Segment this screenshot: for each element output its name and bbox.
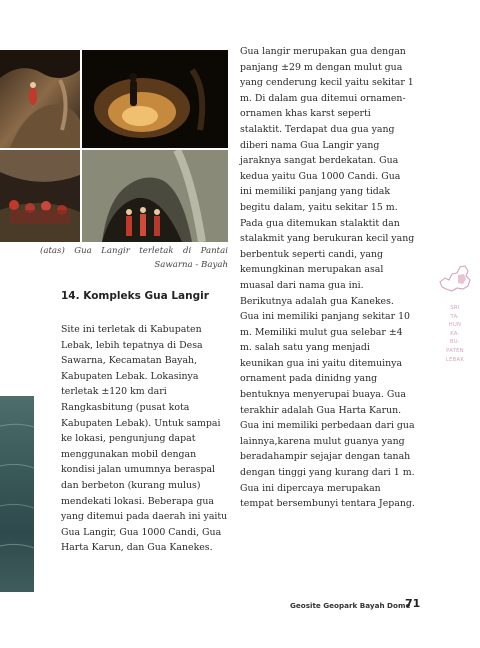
- footer-book-title: Geosite Geopark Bayah Dome: [290, 601, 411, 610]
- side-label-line: PATEN: [446, 347, 464, 354]
- cave-photo-top-right: [82, 50, 228, 148]
- sea-photo-strip: [0, 396, 34, 592]
- photo-caption: (atas) Gua Langir terletak di Pantai Sawarna - Bayah: [40, 246, 228, 270]
- page-number: 71: [405, 597, 421, 610]
- side-label-line: BU-: [449, 339, 461, 346]
- side-label-line: LEBAK: [445, 356, 465, 363]
- region-map-icon: [437, 262, 473, 296]
- side-label-line: KA-: [450, 330, 460, 337]
- cave-photo-bottom-right: [82, 150, 228, 242]
- cave-photo-top-left: [0, 50, 80, 148]
- regency-side-label: [442, 304, 468, 364]
- section-heading: 14. Kompleks Gua Langir: [61, 290, 209, 302]
- cave-photo-collage: [0, 50, 228, 242]
- cave-photo-bottom-left: [0, 150, 80, 242]
- side-label-line: SRI: [450, 305, 460, 311]
- body-text-left: Site ini terletak di Kabupaten Lebak, lebih tepatnya di Desa Sawarna, Kecamatan Bayah, Kabupaten Lebak. Lokasinya terletak ±120 km dari Rangkasbitung (pusat kota Kabupaten Lebak). Untuk sampai ke lokasi, pengunjung dapat menggunakan mobil dengan kondisi jalan umumnya beraspal dan berbeton (kurang mulus) mendekati lokasi. Beberapa gua yang ditemui pada daerah ini yaitu Gua Langir, Gua 1000 Candi, Gua Harta Karun, dan Gua Kanekes.: [61, 324, 228, 554]
- side-label-line: TA-: [450, 313, 460, 320]
- side-label-line: HUN: [448, 322, 462, 329]
- body-text-right: Gua langir merupakan gua dengan panjang ±29 m dengan mulut gua yang cenderung kecil yaitu sekitar 1 m. Di dalam gua ditemui ornamen-ornamen khas karst seperti stalaktit. Terdapat dua gua yang diberi nama Gua Langir yang jaraknya sangat berdekatan. Gua kedua yaitu Gua 1000 Candi. Gua ini memiliki panjang yang tidak begitu dalam, yaitu sekitar 15 m. Pada gua ditemukan stalaktit dan stalakmit yang berukuran kecil yang berbentuk seperti candi, yang kemungkinan merupakan asal muasal dari nama gua ini. Berikutnya adalah gua Kanekes. Gua ini memiliki panjang sekitar 10 m. Memiliki mulut gua selebar ±4 m. salah satu yang menjadi keunikan gua ini yaitu ditemuinya ornament pada dinidng yang bentuknya menyerupai buaya. Gua terakhir adalah Gua Harta Karun. Gua ini memiliki perbedaan dari gua lainnya,karena mulut guanya yang beradahampir sejajar dengan tanah dengan tinggi yang kurang dari 1 m. Gua ini dipercaya merupakan tempat bersembunyi tentara Jepang.: [240, 46, 415, 510]
